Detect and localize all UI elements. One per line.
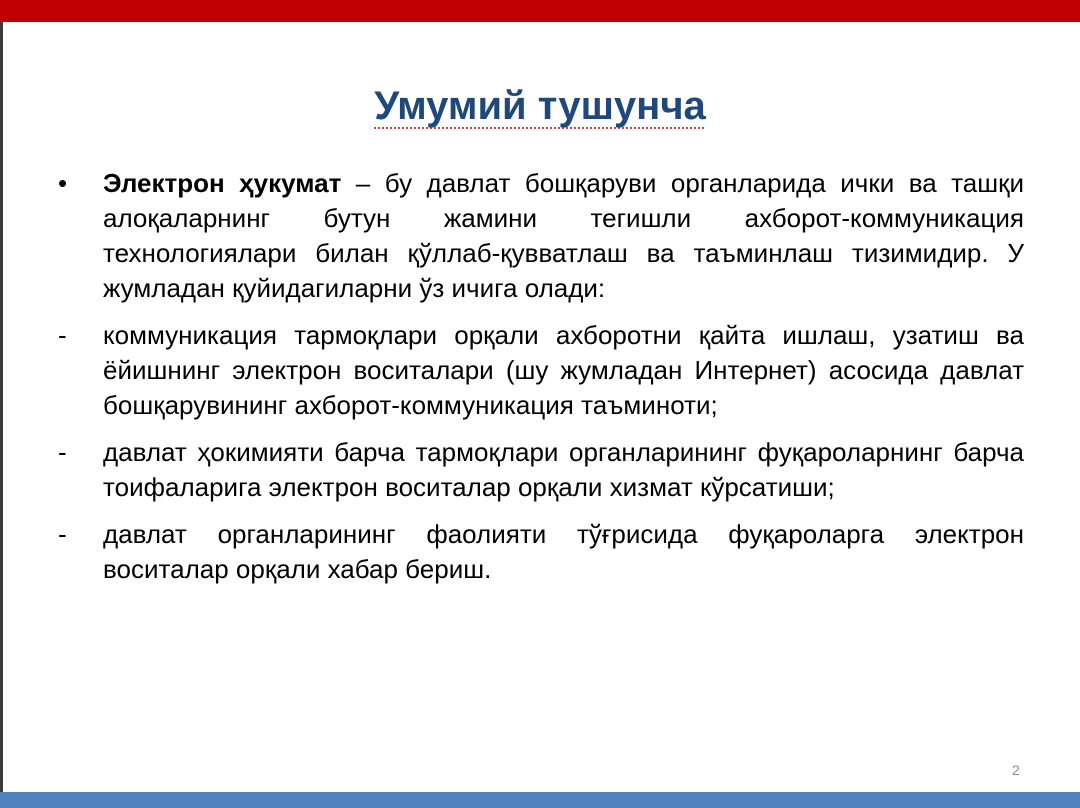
list-item-text: давлат органларининг фаолияти тўғрисида фуқароларга электрон воситалар орқали хабар бериш. [103, 519, 1024, 584]
slide-content [58, 166, 1024, 599]
list-item [58, 318, 1024, 423]
list-item-text: коммуникация тармоқлари орқали ахборотни қайта ишлаш, узатиш ва ёйишнинг электрон воситалари (шу жумладан Интернет) асосида давлат бошқарувининг ахборот-коммуникация таъминоти; [103, 320, 1024, 420]
bullet-marker: • [58, 168, 68, 198]
slide-title-text: Умумий тушунча [374, 84, 706, 128]
slide-left-edge [0, 22, 3, 792]
defined-term: Электрон ҳукумат [103, 168, 342, 198]
dash-marker: - [58, 320, 67, 350]
definition-text: – бу давлат бошқаруви органларида ички ва ташқи алоқаларнинг бутун жамини тегишли ахборот-коммуникация технологиялари билан қўллаб-қувватлаш ва таъминлаш тизимидир. У жумладан қуйидагиларни ўз ичига олади: [103, 168, 1025, 303]
dash-marker: - [58, 437, 67, 467]
bottom-accent-bar [0, 792, 1080, 808]
dash-marker: - [58, 519, 67, 549]
list-item [58, 166, 1024, 306]
page-number: 2 [1012, 762, 1020, 778]
list-item [58, 435, 1024, 505]
top-accent-bar [0, 0, 1080, 22]
list-item-text: давлат ҳокимияти барча тармоқлари органларининг фуқароларнинг барча тоифаларига электрон воситалар орқали хизмат кўрсатиши; [103, 437, 1024, 502]
list-item [58, 517, 1024, 587]
list-item-text [103, 166, 1024, 306]
slide-title [0, 82, 1080, 130]
